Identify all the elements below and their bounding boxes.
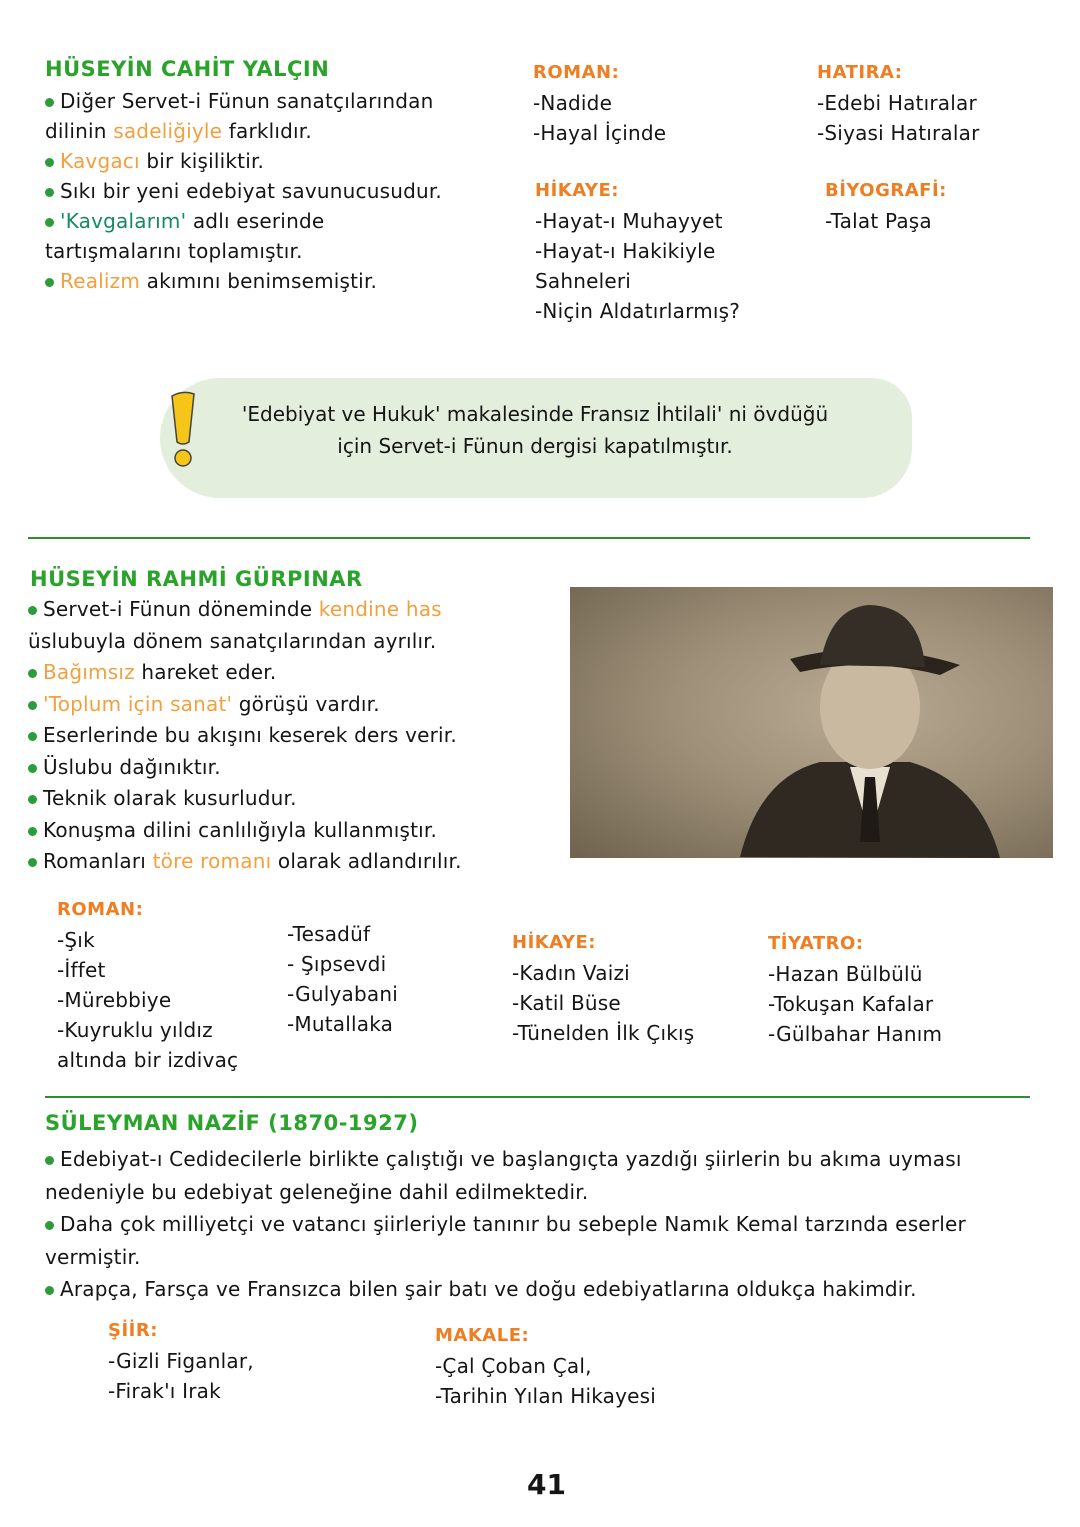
section-title-huseyin-rahmi: HÜSEYİN RAHMİ GÜRPINAR (30, 567, 363, 591)
text: Konuşma dilini canlılığıyla kullanmıştır. (43, 817, 438, 842)
bullet-icon (45, 218, 54, 227)
works-items (768, 959, 942, 1049)
works-label: TİYATRO: (768, 933, 864, 954)
bullet-icon (28, 606, 37, 615)
work-item: -Siyasi Hatıralar (817, 121, 980, 145)
list-item (28, 815, 528, 847)
works-items (57, 925, 277, 1075)
works-roman-col2 (287, 919, 398, 1039)
work-item: -Mürebbiye (57, 988, 172, 1012)
works-hikaye-2 (512, 928, 694, 1048)
highlighted-text: 'Toplum için sanat' (43, 691, 233, 716)
work-item: -İffet (57, 958, 106, 982)
work-item: -Firak'ı Irak (108, 1379, 221, 1403)
bullet-icon (28, 764, 37, 773)
works-items (533, 88, 666, 148)
highlighted-text: 'Kavgalarım' (60, 209, 187, 233)
highlighted-text: Bağımsız (43, 660, 135, 684)
list-item (28, 657, 528, 689)
works-biyografi (825, 176, 947, 236)
section-title-huseyin-cahit: HÜSEYİN CAHİT YALÇIN (45, 57, 330, 81)
works-roman-2 (57, 895, 277, 1075)
list-item (28, 689, 528, 721)
divider (28, 537, 1030, 539)
works-items (535, 206, 805, 326)
text: Diğer Servet-i Fünun sanatçılarından dilinin (45, 89, 434, 143)
work-item: -Niçin Aldatırlarmış? (535, 299, 741, 323)
bullet-icon (28, 827, 37, 836)
works-hatira (817, 58, 980, 148)
list-item (28, 846, 528, 878)
works-items (825, 206, 947, 236)
work-item: -Kadın Vaizi (512, 961, 630, 985)
portrait-figure (570, 587, 1053, 858)
works-label: ROMAN: (533, 62, 620, 83)
list-item (45, 1208, 1045, 1273)
works-makale (435, 1321, 656, 1411)
work-item: -Edebi Hatıralar (817, 91, 977, 115)
works-items (817, 88, 980, 148)
works-hikaye (535, 176, 805, 326)
text: Üslubu dağınıktır. (43, 754, 221, 779)
bullet-icon (45, 1156, 54, 1165)
work-item: -Tünelden İlk Çıkış (512, 1021, 695, 1045)
callout-text (205, 398, 865, 462)
page-number: 41 (527, 1468, 566, 1501)
work-item: -Kuyruklu yıldız altında bir izdivaç (57, 1018, 239, 1072)
work-item: -Çal Çoban Çal, (435, 1354, 592, 1378)
works-label: ŞİİR: (108, 1320, 158, 1341)
list-item (45, 86, 465, 146)
text: olarak adlandırılır. (271, 849, 462, 873)
text: görüşü vardır. (232, 691, 380, 716)
text: Arapça, Farsça ve Fransızca bilen şair batı ve doğu edebiyatlarına oldukça hakimdir. (60, 1277, 917, 1301)
works-label: MAKALE: (435, 1325, 530, 1346)
works-items (108, 1346, 254, 1406)
divider (45, 1096, 1030, 1098)
work-item: -Hayat-ı Hakikiyle Sahneleri (535, 239, 716, 293)
text: Sıkı bir yeni edebiyat savunucusudur. (60, 179, 442, 203)
text: akımını benimsemiştir. (140, 269, 378, 293)
works-items (512, 958, 694, 1048)
text: Servet-i Fünun döneminde (43, 597, 319, 621)
list-item (45, 176, 465, 206)
text: adlı eserinde tartışmalarını toplamıştır. (45, 209, 325, 263)
list-item (28, 752, 528, 784)
works-items (435, 1351, 656, 1411)
works-label: ROMAN: (57, 899, 144, 920)
list-item (28, 720, 528, 752)
callout-line: için Servet-i Fünun dergisi kapatılmıştır. (337, 434, 733, 458)
list-item (45, 1273, 1045, 1306)
work-item: -Mutallaka (287, 1012, 394, 1036)
works-roman (533, 58, 666, 148)
works-label: BİYOGRAFİ: (825, 180, 947, 201)
bullet-icon (28, 795, 37, 804)
text: Eserlerinde bu akışını keserek ders verir. (43, 723, 457, 747)
bullet-list (45, 86, 465, 296)
works-label: HATIRA: (817, 62, 903, 83)
bullet-icon (45, 188, 54, 197)
text: hareket eder. (134, 660, 277, 684)
work-item: -Tarihin Yılan Hikayesi (435, 1384, 657, 1408)
text: Edebiyat-ı Cedidecilerle birlikte çalıştığı ve başlangıçta yazdığı şiirlerin bu akıma uyması nedeniyle bu edebiyat geleneğine dahil edilmektedir. (45, 1147, 962, 1204)
list-item (45, 206, 465, 266)
bullet-list (28, 594, 528, 878)
bullet-icon (28, 669, 37, 678)
list-item (28, 594, 528, 657)
works-items (287, 919, 398, 1039)
work-item: -Hayal İçinde (533, 121, 667, 145)
highlighted-text: töre romanı (152, 849, 272, 873)
portrait-photo (570, 587, 1053, 858)
work-item: -Gulyabani (287, 982, 398, 1006)
work-item: -Gülbahar Hanım (768, 1022, 943, 1046)
list-item (45, 1143, 1045, 1208)
work-item: -Katil Büse (512, 991, 621, 1015)
text: Teknik olarak kusurludur. (43, 786, 297, 810)
text: Romanları (43, 849, 153, 873)
bullet-icon (45, 278, 54, 287)
text: bir kişiliktir. (139, 149, 265, 173)
work-item: -Hazan Bülbülü (768, 962, 923, 986)
text: farklıdır. (222, 119, 312, 143)
text: Daha çok milliyetçi ve vatancı şiirleriyle tanınır bu sebeple Namık Kemal tarzında eserler vermiştir. (45, 1212, 966, 1269)
works-siir (108, 1316, 254, 1406)
bullet-icon (45, 1221, 54, 1230)
work-item: -Hayat-ı Muhayyet (535, 209, 723, 233)
exclamation-icon (168, 390, 198, 470)
bullet-icon (45, 158, 54, 167)
text: üslubuyla dönem sanatçılarından ayrılır. (28, 628, 437, 653)
bullet-icon (45, 1286, 54, 1295)
bullet-list (45, 1143, 1045, 1306)
bullet-icon (45, 98, 54, 107)
work-item: -Nadide (533, 91, 613, 115)
works-tiyatro (768, 929, 942, 1049)
work-item: -Tokuşan Kafalar (768, 992, 934, 1016)
highlighted-text: Kavgacı (60, 149, 140, 173)
work-item: -Tesadüf (287, 922, 371, 946)
highlighted-text: sadeliğiyle (113, 119, 223, 143)
list-item (45, 146, 465, 176)
works-label: HİKAYE: (535, 180, 619, 201)
highlighted-text: kendine has (318, 597, 442, 621)
work-item: -Şık (57, 928, 95, 952)
bullet-icon (28, 732, 37, 741)
list-item (45, 266, 465, 296)
bullet-icon (28, 858, 37, 867)
section-title-suleyman-nazif: SÜLEYMAN NAZİF (1870-1927) (45, 1111, 419, 1135)
callout-line: 'Edebiyat ve Hukuk' makalesinde Fransız İhtilali' ni övdüğü (241, 402, 829, 426)
list-item (28, 783, 528, 815)
work-item: -Gizli Figanlar, (108, 1349, 254, 1373)
work-item: -Talat Paşa (825, 209, 932, 233)
highlighted-text: Realizm (60, 269, 141, 293)
bullet-icon (28, 701, 37, 710)
works-label: HİKAYE: (512, 932, 596, 953)
work-item: - Şıpsevdi (287, 952, 387, 976)
